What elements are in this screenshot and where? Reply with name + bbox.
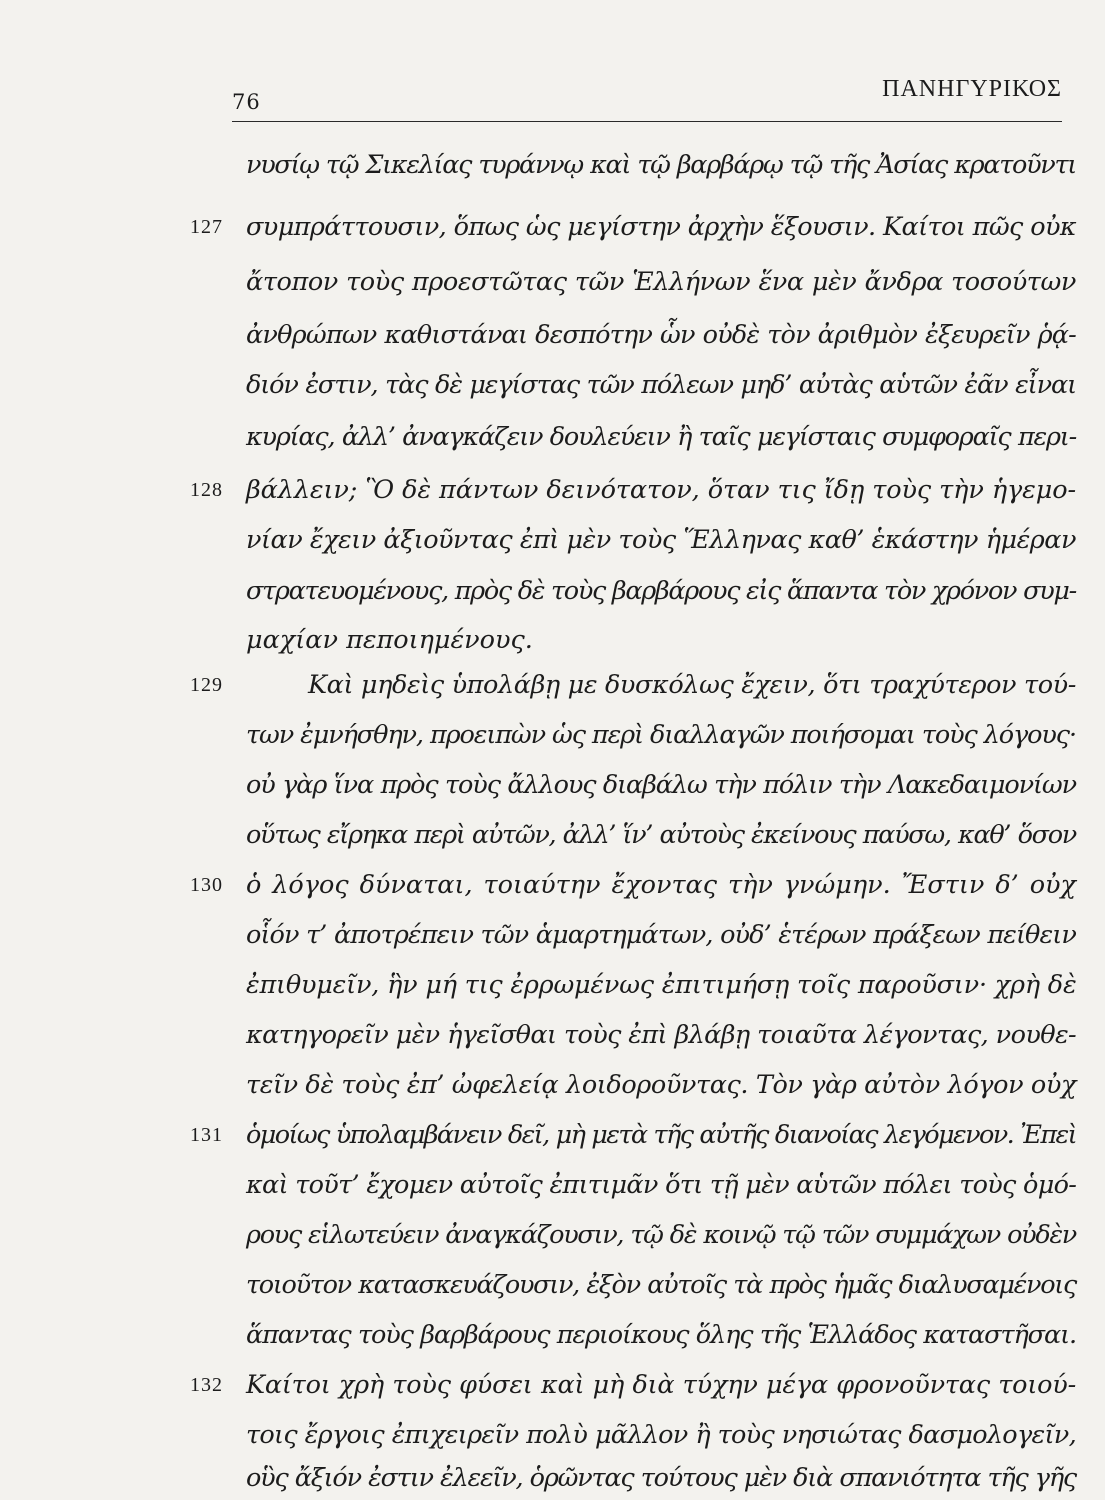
text-line: Καὶ μηδεὶς ὑπολάβῃ με δυσκόλως ἔχειν, ὅτι τραχύτερον τού- [308, 670, 1076, 700]
page-number: 76 [232, 90, 261, 114]
text-line: οἷόν τ’ ἀποτρέπειν τῶν ἁμαρτημάτων, οὐδ’ ἑτέρων πράξεων πείθειν [246, 920, 1076, 950]
section-number: 127 [190, 216, 223, 238]
section-number: 130 [190, 874, 223, 896]
section-number: 129 [190, 674, 223, 696]
text-line: τοιοῦτον κατασκευάζουσιν, ἐξὸν αὐτοῖς τὰ πρὸς ἡμᾶς διαλυσαμένοις [246, 1270, 1076, 1300]
text-line: ἄτοπον τοὺς προεστῶτας τῶν Ἑλλήνων ἕνα μὲν ἄνδρα τοσούτων [246, 267, 1076, 297]
text-line: οὕτως εἴρηκα περὶ αὐτῶν, ἀλλ’ ἵν’ αὐτοὺς ἐκείνους παύσω, καθ’ ὅσον [246, 820, 1076, 850]
text-line: των ἐμνήσθην, προειπὼν ὡς περὶ διαλλαγῶν ποιήσομαι τοὺς λόγους· [246, 720, 1076, 750]
page-header [232, 72, 1062, 122]
text-line: τεῖν δὲ τοὺς ἐπ’ ὠφελείᾳ λοιδοροῦντας. Τὸν γὰρ αὐτὸν λόγον οὐχ [246, 1070, 1076, 1100]
text-line: ἅπαντας τοὺς βαρβάρους περιοίκους ὅλης τῆς Ἑλλάδος καταστῆσαι. [246, 1320, 1076, 1350]
text-line: κυρίας, ἀλλ’ ἀναγκάζειν δουλεύειν ἢ ταῖς μεγίσταις συμφοραῖς περι- [246, 422, 1076, 452]
text-line: κατηγορεῖν μὲν ἡγεῖσθαι τοὺς ἐπὶ βλάβῃ τοιαῦτα λέγοντας, νουθε- [246, 1020, 1077, 1050]
text-line: νίαν ἔχειν ἀξιοῦντας ἐπὶ μὲν τοὺς Ἕλληνας καθ’ ἑκάστην ἡμέραν [246, 525, 1076, 555]
text-line: οὐ γὰρ ἵνα πρὸς τοὺς ἄλλους διαβάλω τὴν πόλιν τὴν Λακεδαιμονίων [246, 770, 1076, 800]
text-line: μαχίαν πεποιημένους. [246, 625, 533, 655]
text-line: νυσίῳ τῷ Σικελίας τυράννῳ καὶ τῷ βαρβάρῳ τῷ τῆς Ἀσίας κρατοῦντι [246, 150, 1076, 180]
text-line: ὁμοίως ὑπολαμβάνειν δεῖ, μὴ μετὰ τῆς αὐτῆς διανοίας λεγόμενον. Ἐπεὶ [246, 1120, 1076, 1150]
text-line: οὓς ἄξιόν ἐστιν ἐλεεῖν, ὁρῶντας τούτους μὲν διὰ σπανιότητα τῆς γῆς [246, 1463, 1076, 1493]
section-number: 128 [190, 479, 223, 501]
text-line: διόν ἐστιν, τὰς δὲ μεγίστας τῶν πόλεων μηδ’ αὐτὰς αὑτῶν ἐᾶν εἶναι [246, 370, 1076, 400]
running-title: ΠΑΝΗΓΥΡΙΚΟΣ [882, 76, 1062, 102]
text-line: ὁ λόγος δύναται, τοιαύτην ἔχοντας τὴν γνώμην. Ἔστιν δ’ οὐχ [246, 870, 1076, 900]
text-line: συμπράττουσιν, ὅπως ὡς μεγίστην ἀρχὴν ἕξουσιν. Καίτοι πῶς οὐκ [246, 212, 1077, 242]
text-line: Καίτοι χρὴ τοὺς φύσει καὶ μὴ διὰ τύχην μέγα φρονοῦντας τοιού- [246, 1370, 1076, 1400]
section-number: 131 [190, 1124, 223, 1146]
text-line: τοις ἔργοις ἐπιχειρεῖν πολὺ μᾶλλον ἢ τοὺς νησιώτας δασμολογεῖν, [246, 1420, 1076, 1450]
header-rule [232, 121, 1062, 122]
text-line: ἀνθρώπων καθιστάναι δεσπότην ὧν οὐδὲ τὸν ἀριθμὸν ἐξευρεῖν ῥᾴ- [246, 320, 1076, 350]
section-number: 132 [190, 1374, 223, 1396]
text-line: στρατευομένους, πρὸς δὲ τοὺς βαρβάρους εἰς ἅπαντα τὸν χρόνον συμ- [246, 576, 1076, 606]
text-line: καὶ τοῦτ’ ἔχομεν αὐτοῖς ἐπιτιμᾶν ὅτι τῇ μὲν αὑτῶν πόλει τοὺς ὁμό- [246, 1170, 1077, 1200]
text-line: βάλλειν; Ὃ δὲ πάντων δεινότατον, ὅταν τις ἴδῃ τοὺς τὴν ἡγεμο- [246, 475, 1076, 505]
text-line: ἐπιθυμεῖν, ἣν μή τις ἐρρωμένως ἐπιτιμήσῃ τοῖς παροῦσιν· χρὴ δὲ [246, 970, 1077, 1000]
text-line: ρους εἱλωτεύειν ἀναγκάζουσιν, τῷ δὲ κοινῷ τῷ τῶν συμμάχων οὐδὲν [246, 1220, 1076, 1250]
